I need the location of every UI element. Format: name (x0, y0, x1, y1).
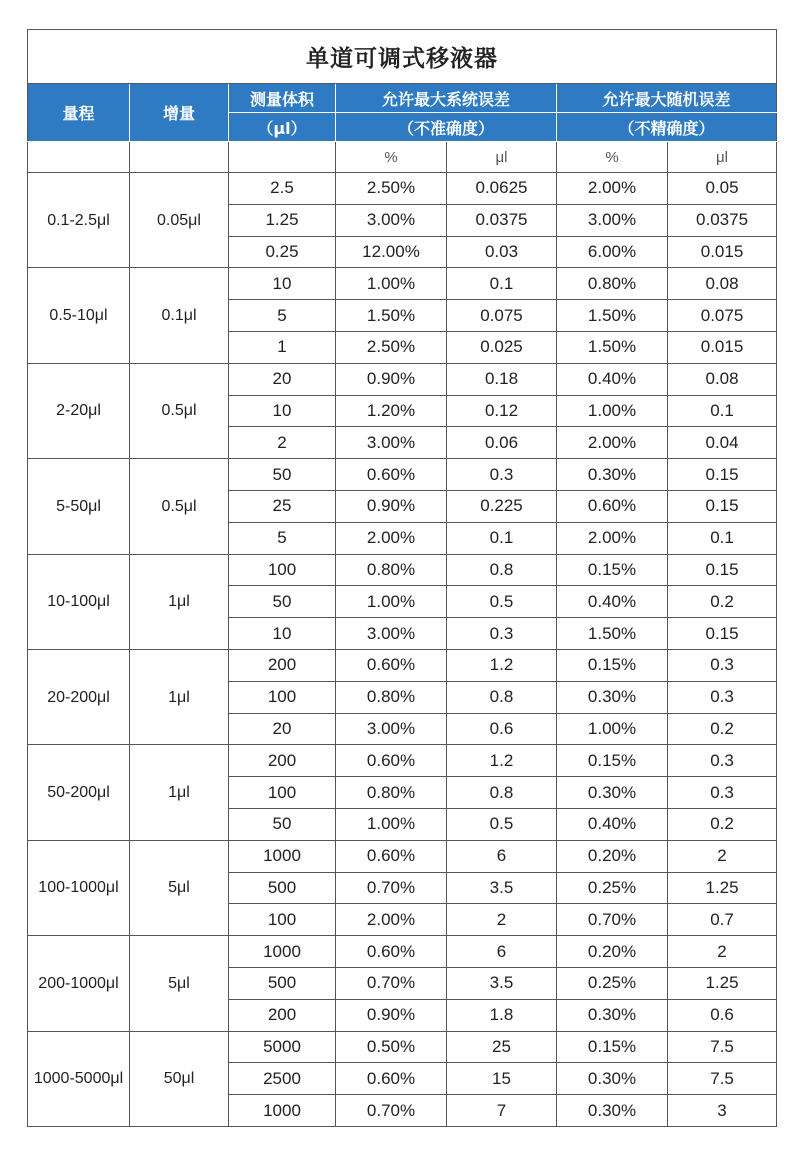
header-rand-error: 允许最大随机误差 (557, 84, 777, 113)
cell-sys-ul: 6 (447, 840, 557, 872)
cell-rand-ul: 0.15 (668, 554, 777, 586)
cell-volume: 500 (229, 872, 336, 904)
cell-rand-ul: 2 (668, 936, 777, 968)
empty-cell (130, 142, 229, 173)
cell-rand-percent: 0.30% (557, 1063, 668, 1095)
cell-rand-percent: 0.40% (557, 363, 668, 395)
cell-volume: 5000 (229, 1031, 336, 1063)
cell-rand-percent: 0.30% (557, 777, 668, 809)
cell-rand-percent: 1.50% (557, 300, 668, 332)
table-row (28, 1031, 777, 1063)
cell-rand-percent: 0.15% (557, 1031, 668, 1063)
range-cell: 20-200μl (28, 649, 130, 744)
cell-rand-ul: 0.015 (668, 236, 777, 268)
cell-rand-ul: 1.25 (668, 967, 777, 999)
cell-sys-ul: 0.075 (447, 300, 557, 332)
cell-rand-ul: 0.2 (668, 586, 777, 618)
increment-cell: 0.1μl (130, 268, 229, 363)
cell-sys-ul: 0.06 (447, 427, 557, 459)
cell-sys-ul: 0.8 (447, 681, 557, 713)
header-volume-unit: （μl） (229, 113, 336, 142)
cell-sys-ul: 6 (447, 936, 557, 968)
cell-rand-percent: 0.20% (557, 840, 668, 872)
cell-rand-ul: 0.0375 (668, 204, 777, 236)
cell-sys-percent: 0.80% (336, 777, 447, 809)
cell-sys-percent: 2.00% (336, 904, 447, 936)
empty-cell (229, 142, 336, 173)
table-row (28, 936, 777, 968)
increment-cell: 50μl (130, 1031, 229, 1126)
cell-sys-percent: 1.00% (336, 268, 447, 300)
cell-sys-ul: 0.0625 (447, 173, 557, 205)
cell-sys-ul: 0.025 (447, 331, 557, 363)
cell-volume: 100 (229, 777, 336, 809)
cell-rand-ul: 3 (668, 1095, 777, 1127)
cell-rand-ul: 0.1 (668, 522, 777, 554)
header-volume: 测量体积 (229, 84, 336, 113)
cell-rand-ul: 0.6 (668, 999, 777, 1031)
cell-sys-ul: 0.3 (447, 459, 557, 491)
cell-rand-ul: 0.7 (668, 904, 777, 936)
range-cell: 5-50μl (28, 459, 130, 554)
cell-rand-ul: 1.25 (668, 872, 777, 904)
cell-sys-ul: 0.03 (447, 236, 557, 268)
cell-volume: 500 (229, 967, 336, 999)
cell-rand-ul: 0.08 (668, 268, 777, 300)
cell-volume: 10 (229, 395, 336, 427)
cell-sys-percent: 3.00% (336, 713, 447, 745)
cell-sys-ul: 0.6 (447, 713, 557, 745)
cell-rand-ul: 0.08 (668, 363, 777, 395)
cell-rand-percent: 0.25% (557, 967, 668, 999)
increment-cell: 5μl (130, 840, 229, 935)
cell-rand-percent: 1.50% (557, 618, 668, 650)
spec-table (27, 29, 777, 1127)
cell-volume: 100 (229, 681, 336, 713)
cell-sys-ul: 0.12 (447, 395, 557, 427)
unit-sys-ul: μl (447, 142, 557, 173)
cell-sys-ul: 0.5 (447, 808, 557, 840)
units-row (28, 142, 777, 173)
cell-volume: 25 (229, 490, 336, 522)
cell-sys-ul: 0.3 (447, 618, 557, 650)
cell-volume: 1000 (229, 1095, 336, 1127)
increment-cell: 1μl (130, 649, 229, 744)
increment-cell: 5μl (130, 936, 229, 1031)
cell-rand-ul: 0.075 (668, 300, 777, 332)
cell-sys-percent: 1.50% (336, 300, 447, 332)
cell-volume: 100 (229, 554, 336, 586)
cell-rand-percent: 0.30% (557, 459, 668, 491)
increment-cell: 0.5μl (130, 363, 229, 458)
increment-cell: 0.5μl (130, 459, 229, 554)
cell-sys-percent: 1.00% (336, 586, 447, 618)
table-row (28, 459, 777, 491)
cell-sys-ul: 2 (447, 904, 557, 936)
cell-sys-percent: 3.00% (336, 204, 447, 236)
unit-rand-ul: μl (668, 142, 777, 173)
cell-sys-percent: 0.80% (336, 681, 447, 713)
cell-volume: 2 (229, 427, 336, 459)
increment-cell: 1μl (130, 745, 229, 840)
cell-volume: 200 (229, 745, 336, 777)
cell-rand-ul: 0.015 (668, 331, 777, 363)
cell-sys-percent: 0.60% (336, 1063, 447, 1095)
cell-sys-percent: 0.50% (336, 1031, 447, 1063)
cell-sys-percent: 3.00% (336, 618, 447, 650)
cell-volume: 10 (229, 618, 336, 650)
cell-sys-percent: 0.80% (336, 554, 447, 586)
table-row (28, 554, 777, 586)
cell-rand-ul: 0.3 (668, 649, 777, 681)
cell-rand-ul: 2 (668, 840, 777, 872)
cell-rand-ul: 0.1 (668, 395, 777, 427)
cell-sys-ul: 3.5 (447, 872, 557, 904)
cell-sys-percent: 0.60% (336, 936, 447, 968)
cell-sys-ul: 0.8 (447, 554, 557, 586)
cell-volume: 200 (229, 999, 336, 1031)
cell-sys-ul: 3.5 (447, 967, 557, 999)
range-cell: 0.1-2.5μl (28, 173, 130, 268)
cell-sys-percent: 0.70% (336, 1095, 447, 1127)
cell-sys-ul: 25 (447, 1031, 557, 1063)
cell-volume: 2.5 (229, 173, 336, 205)
cell-volume: 50 (229, 586, 336, 618)
cell-sys-percent: 0.70% (336, 872, 447, 904)
cell-volume: 5 (229, 300, 336, 332)
cell-sys-ul: 1.2 (447, 649, 557, 681)
cell-rand-ul: 7.5 (668, 1031, 777, 1063)
cell-volume: 20 (229, 363, 336, 395)
cell-volume: 200 (229, 649, 336, 681)
cell-rand-percent: 0.40% (557, 586, 668, 618)
cell-sys-percent: 0.70% (336, 967, 447, 999)
increment-cell: 1μl (130, 554, 229, 649)
table-row (28, 840, 777, 872)
table-row (28, 649, 777, 681)
cell-rand-percent: 0.15% (557, 745, 668, 777)
cell-rand-percent: 0.15% (557, 649, 668, 681)
cell-sys-ul: 0.0375 (447, 204, 557, 236)
cell-sys-ul: 0.1 (447, 268, 557, 300)
header-rand-error-sub: （不精确度） (557, 113, 777, 142)
cell-volume: 1 (229, 331, 336, 363)
range-cell: 200-1000μl (28, 936, 130, 1031)
cell-volume: 50 (229, 459, 336, 491)
range-cell: 0.5-10μl (28, 268, 130, 363)
cell-volume: 50 (229, 808, 336, 840)
table-title: 单道可调式移液器 (28, 30, 777, 84)
cell-rand-percent: 2.00% (557, 522, 668, 554)
cell-sys-percent: 1.20% (336, 395, 447, 427)
cell-volume: 10 (229, 268, 336, 300)
cell-sys-ul: 1.8 (447, 999, 557, 1031)
cell-sys-ul: 1.2 (447, 745, 557, 777)
table-row (28, 173, 777, 205)
cell-volume: 2500 (229, 1063, 336, 1095)
cell-rand-percent: 0.60% (557, 490, 668, 522)
table-row (28, 268, 777, 300)
cell-sys-percent: 2.50% (336, 173, 447, 205)
cell-rand-ul: 0.15 (668, 459, 777, 491)
cell-sys-ul: 0.5 (447, 586, 557, 618)
cell-rand-ul: 0.2 (668, 808, 777, 840)
range-cell: 2-20μl (28, 363, 130, 458)
header-range: 量程 (28, 84, 130, 142)
cell-sys-ul: 0.18 (447, 363, 557, 395)
cell-volume: 1000 (229, 840, 336, 872)
cell-rand-percent: 1.00% (557, 395, 668, 427)
cell-sys-percent: 0.90% (336, 999, 447, 1031)
cell-rand-ul: 0.2 (668, 713, 777, 745)
increment-cell: 0.05μl (130, 173, 229, 268)
cell-volume: 1.25 (229, 204, 336, 236)
unit-sys-percent: % (336, 142, 447, 173)
cell-volume: 0.25 (229, 236, 336, 268)
cell-rand-percent: 6.00% (557, 236, 668, 268)
cell-sys-percent: 12.00% (336, 236, 447, 268)
cell-sys-ul: 0.1 (447, 522, 557, 554)
cell-sys-ul: 0.8 (447, 777, 557, 809)
cell-rand-ul: 0.15 (668, 618, 777, 650)
cell-sys-ul: 0.225 (447, 490, 557, 522)
cell-rand-percent: 2.00% (557, 173, 668, 205)
empty-cell (28, 142, 130, 173)
cell-rand-percent: 0.30% (557, 999, 668, 1031)
cell-rand-percent: 0.15% (557, 554, 668, 586)
cell-rand-percent: 0.40% (557, 808, 668, 840)
cell-volume: 1000 (229, 936, 336, 968)
header-sys-error-sub: （不准确度） (336, 113, 557, 142)
cell-rand-percent: 1.50% (557, 331, 668, 363)
pipette-spec-table (27, 29, 776, 1127)
cell-rand-percent: 3.00% (557, 204, 668, 236)
cell-rand-percent: 0.20% (557, 936, 668, 968)
range-cell: 50-200μl (28, 745, 130, 840)
range-cell: 1000-5000μl (28, 1031, 130, 1126)
cell-sys-percent: 1.00% (336, 808, 447, 840)
cell-rand-percent: 1.00% (557, 713, 668, 745)
cell-sys-percent: 2.00% (336, 522, 447, 554)
cell-sys-percent: 0.90% (336, 490, 447, 522)
cell-sys-ul: 15 (447, 1063, 557, 1095)
cell-rand-ul: 0.3 (668, 745, 777, 777)
cell-rand-ul: 0.05 (668, 173, 777, 205)
cell-sys-percent: 3.00% (336, 427, 447, 459)
cell-volume: 5 (229, 522, 336, 554)
table-row (28, 363, 777, 395)
cell-rand-percent: 0.80% (557, 268, 668, 300)
cell-volume: 100 (229, 904, 336, 936)
cell-sys-percent: 0.60% (336, 840, 447, 872)
header-increment: 增量 (130, 84, 229, 142)
range-cell: 100-1000μl (28, 840, 130, 935)
cell-sys-ul: 7 (447, 1095, 557, 1127)
cell-sys-percent: 0.90% (336, 363, 447, 395)
cell-rand-percent: 0.30% (557, 681, 668, 713)
cell-rand-percent: 0.70% (557, 904, 668, 936)
cell-sys-percent: 0.60% (336, 649, 447, 681)
cell-volume: 20 (229, 713, 336, 745)
header-sys-error: 允许最大系统误差 (336, 84, 557, 113)
cell-sys-percent: 0.60% (336, 459, 447, 491)
range-cell: 10-100μl (28, 554, 130, 649)
unit-rand-percent: % (557, 142, 668, 173)
cell-rand-ul: 7.5 (668, 1063, 777, 1095)
cell-sys-percent: 0.60% (336, 745, 447, 777)
table-row (28, 745, 777, 777)
cell-rand-ul: 0.3 (668, 681, 777, 713)
cell-rand-ul: 0.15 (668, 490, 777, 522)
cell-rand-ul: 0.3 (668, 777, 777, 809)
cell-rand-ul: 0.04 (668, 427, 777, 459)
cell-sys-percent: 2.50% (336, 331, 447, 363)
cell-rand-percent: 0.25% (557, 872, 668, 904)
cell-rand-percent: 2.00% (557, 427, 668, 459)
cell-rand-percent: 0.30% (557, 1095, 668, 1127)
